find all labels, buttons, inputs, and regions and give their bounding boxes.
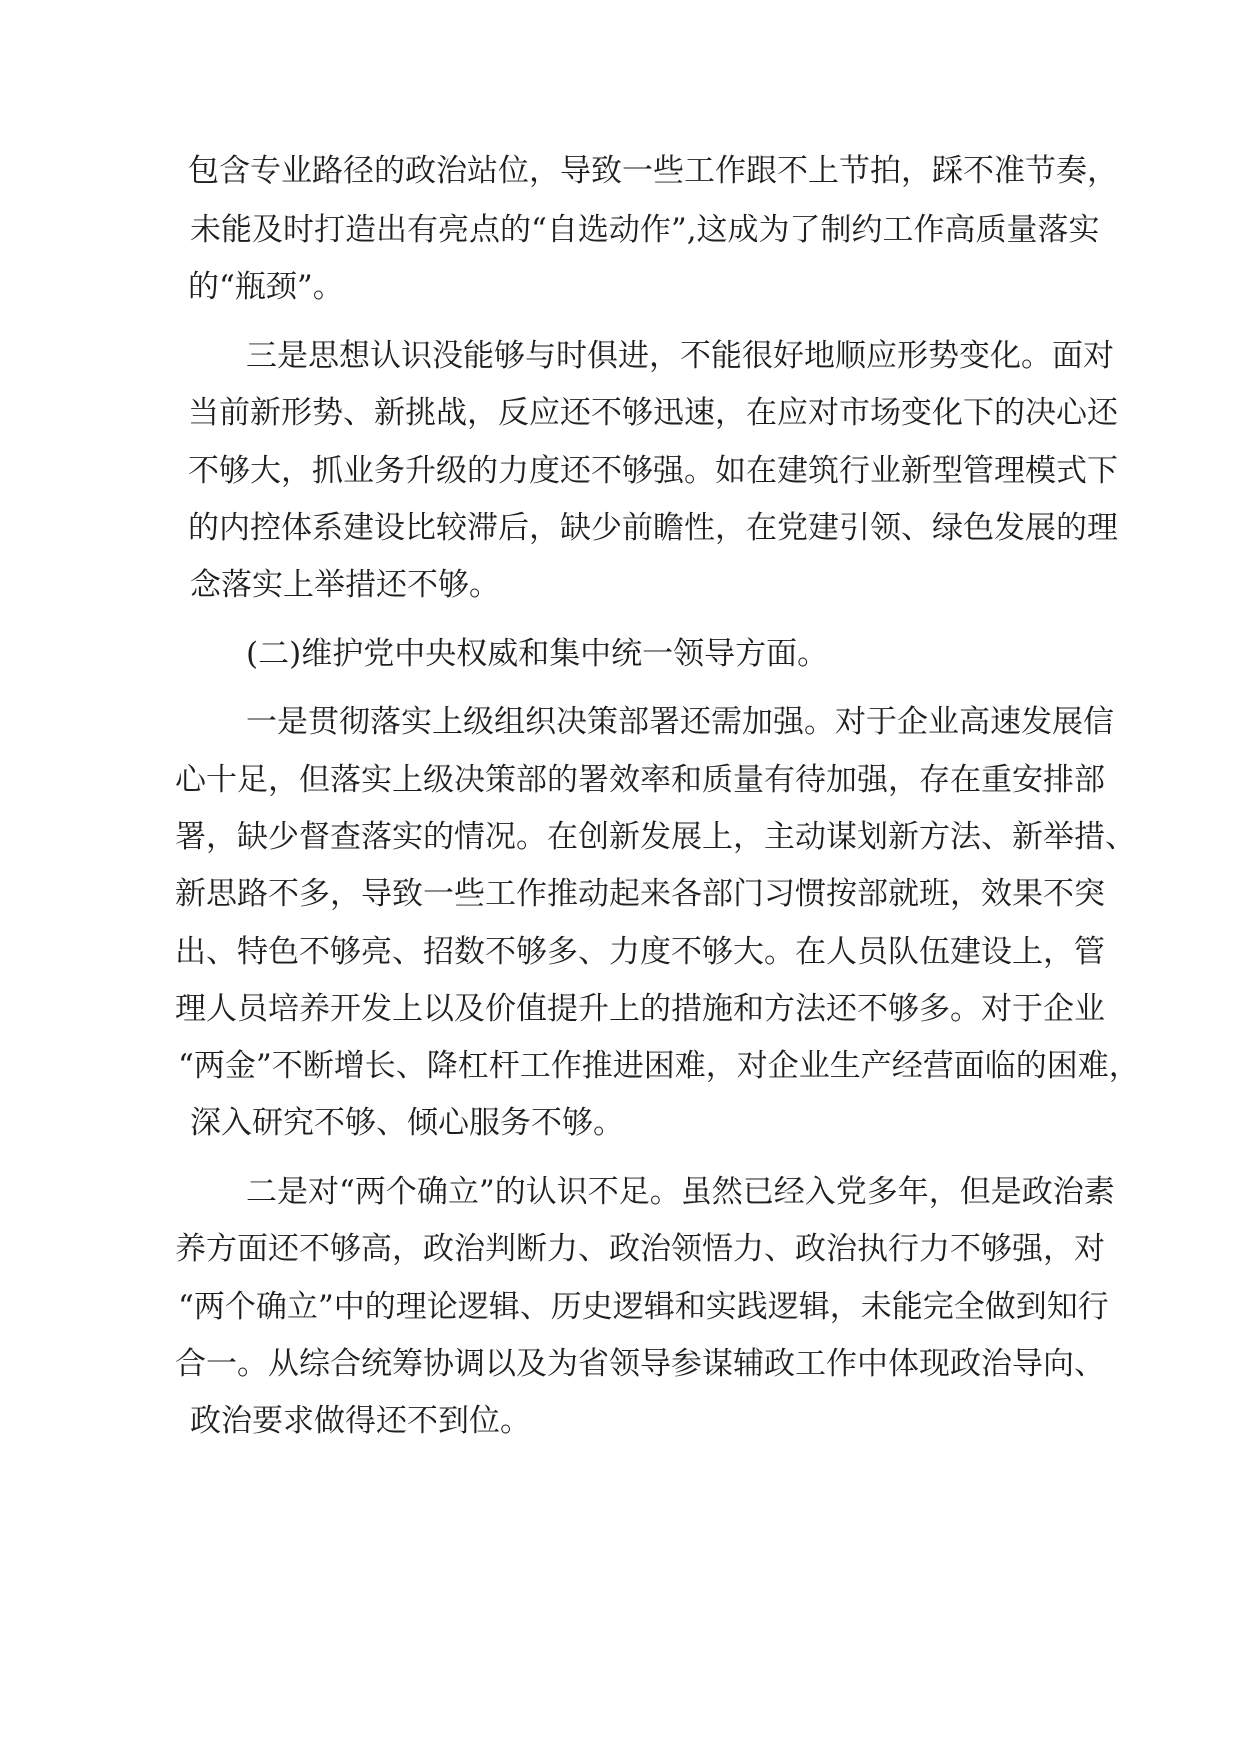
body-text-line: 心十足，但落实上级决策部的署效率和质量有待加强，存在重安排部 [175, 762, 1105, 798]
body-text-line: 一是贯彻落实上级组织决策部署还需加强。对于企业高速发展信 [246, 704, 1114, 740]
body-text-line: 深入研究不够、倾心服务不够。 [190, 1105, 624, 1141]
body-text-line: 当前新形势、新挑战，反应还不够迅速，在应对市场变化下的决心还 [188, 395, 1118, 431]
body-text-line: 三是思想认识没能够与时俱进，不能很好地顺应形势变化。面对 [246, 338, 1114, 374]
body-text-line: 包含专业路径的政治站位，导致一些工作跟不上节拍，踩不准节奏， [188, 153, 1118, 189]
body-text-line: 二是对“两个确立”的认识不足。虽然已经入党多年，但是政治素 [246, 1174, 1115, 1210]
body-text-line: 不够大，抓业务升级的力度还不够强。如在建筑行业新型管理模式下 [188, 453, 1118, 489]
body-text-line: 出、特色不够亮、招数不够多、力度不够大。在人员队伍建设上，管 [175, 934, 1105, 970]
body-text-line: 的内控体系建设比较滞后，缺少前瞻性，在党建引领、绿色发展的理 [188, 510, 1118, 546]
body-text-line: 署，缺少督查落实的情况。在创新发展上，主动谋划新方法、新举措、 [175, 819, 1136, 855]
section-heading: (二)维护党中央权威和集中统一领导方面。 [246, 636, 829, 672]
body-text-line: “两个确立”中的理论逻辑、历史逻辑和实践逻辑，未能完全做到知行 [178, 1289, 1109, 1325]
body-text-line: 未能及时打造出有亮点的“自选动作”,这成为了制约工作高质量落实 [190, 212, 1100, 248]
body-text-line: 政治要求做得还不到位。 [190, 1403, 531, 1439]
body-text-line: 合一。从综合统筹协调以及为省领导参谋辅政工作中体现政治导向、 [175, 1346, 1105, 1382]
body-text-line: 养方面还不够高，政治判断力、政治领悟力、政治执行力不够强，对 [175, 1231, 1105, 1267]
body-text-line: “两金”不断增长、降杠杆工作推进困难，对企业生产经营面临的困难， [178, 1048, 1140, 1084]
body-text-line: 新思路不多，导致一些工作推动起来各部门习惯按部就班，效果不突 [175, 876, 1105, 912]
body-text-line: 的“瓶颈”。 [188, 269, 344, 305]
body-text-line: 念落实上举措还不够。 [190, 567, 500, 603]
body-text-line: 理人员培养开发上以及价值提升上的措施和方法还不够多。对于企业 [175, 991, 1105, 1027]
